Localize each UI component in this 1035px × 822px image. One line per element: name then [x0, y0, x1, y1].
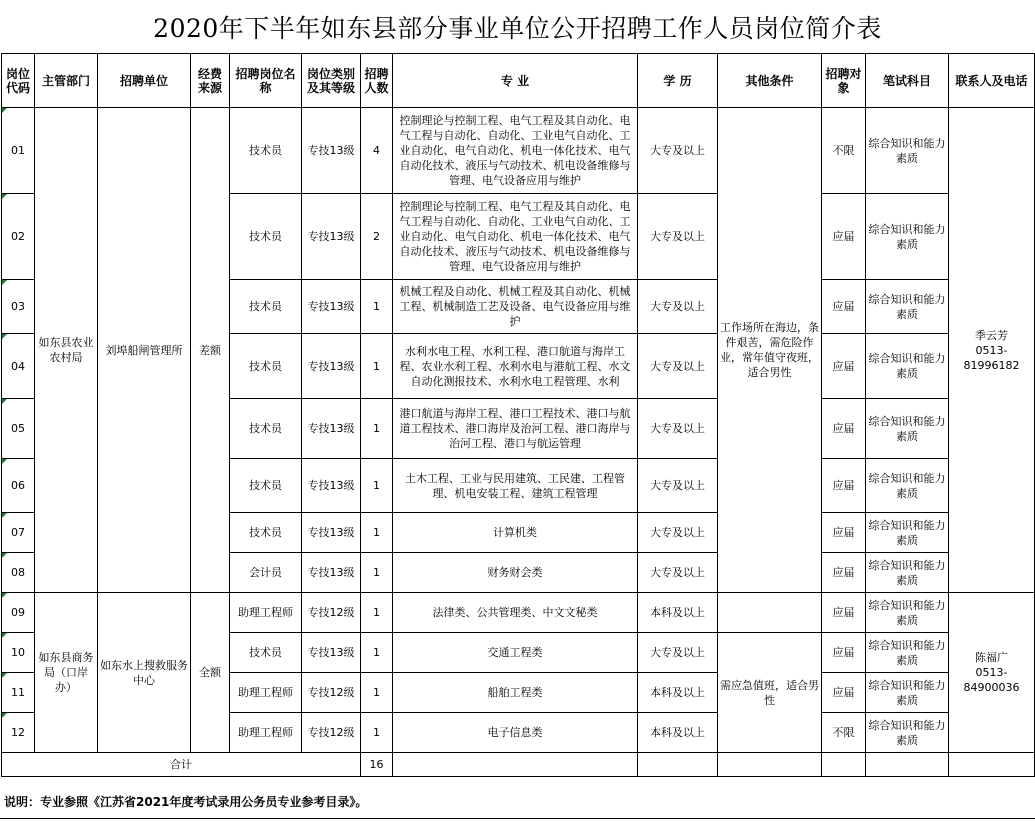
cell-target: 应届 [822, 399, 866, 459]
cell-unit: 如东水上搜救服务中心 [98, 593, 191, 753]
cell-major: 控制理论与控制工程、电气工程及其自动化、电气工程与自动化、自动化、工业电气自动化、工业自动化、电气自动化、机电一体化技术、电气自动化技术、液压与气动技术、机电设备维修与管理、电气设备应用与维护 [393, 108, 638, 194]
cell-level: 专技13级 [302, 108, 361, 194]
cell-level: 专技13级 [302, 399, 361, 459]
cell-count: 2 [361, 194, 393, 280]
footnote: 说明：专业参照《江苏省2021年度考试录用公务员专业参考目录》。 [4, 795, 368, 809]
cell-count: 1 [361, 459, 393, 513]
cell-exam: 综合知识和能力素质 [866, 108, 949, 194]
cell-post: 助理工程师 [230, 673, 302, 713]
cell-count: 4 [361, 108, 393, 194]
cell-code: 05 [2, 399, 35, 459]
cell-level: 专技13级 [302, 334, 361, 399]
cell-target: 应届 [822, 459, 866, 513]
cell-code: 10 [2, 633, 35, 673]
header-post: 招聘岗位名 称 [230, 54, 302, 108]
cell-major: 港口航道与海岸工程、港口工程技术、港口与航道工程技术、港口海岸及治河工程、港口海岸与治河工程、港口与航运管理 [393, 399, 638, 459]
cell-post: 技术员 [230, 513, 302, 553]
cell-major: 财务财会类 [393, 553, 638, 593]
cell-code: 01 [2, 108, 35, 194]
cell-code: 09 [2, 593, 35, 633]
header-major: 专 业 [393, 54, 638, 108]
cell-major: 交通工程类 [393, 633, 638, 673]
cell-contact [949, 593, 1035, 753]
total-row [2, 753, 1035, 777]
cell-exam: 综合知识和能力素质 [866, 399, 949, 459]
cell-count: 1 [361, 553, 393, 593]
cell-count: 1 [361, 713, 393, 753]
contact-phone: 0513-84900036 [963, 666, 1020, 694]
cell-exam: 综合知识和能力素质 [866, 633, 949, 673]
bottom-rule [0, 818, 1035, 819]
cell-dept: 如东县商务局（口岸办） [35, 593, 98, 753]
cell-exam: 综合知识和能力素质 [866, 334, 949, 399]
cell-target: 应届 [822, 553, 866, 593]
cell-level: 专技12级 [302, 673, 361, 713]
cell-count: 1 [361, 280, 393, 334]
cell-exam: 综合知识和能力素质 [866, 513, 949, 553]
cell-target: 不限 [822, 713, 866, 753]
cell-count: 1 [361, 399, 393, 459]
cell-funding: 差额 [191, 108, 230, 593]
total-empty [393, 753, 638, 777]
cell-target: 应届 [822, 673, 866, 713]
cell-exam: 综合知识和能力素质 [866, 593, 949, 633]
header-unit: 招聘单位 [98, 54, 191, 108]
cell-edu: 大专及以上 [638, 108, 718, 194]
header-other: 其他条件 [718, 54, 822, 108]
total-empty [718, 753, 822, 777]
cell-other-empty [718, 593, 822, 633]
cell-dept: 如东县农业农村局 [35, 108, 98, 593]
cell-major: 控制理论与控制工程、电气工程及其自动化、电气工程与自动化、自动化、工业电气自动化、工业自动化、电气自动化、机电一体化技术、电气自动化技术、液压与气动技术、机电设备维修与管理、电气设备应用与维护 [393, 194, 638, 280]
cell-target: 不限 [822, 108, 866, 194]
header-contact: 联系人及电话 [949, 54, 1035, 108]
cell-target: 应届 [822, 633, 866, 673]
cell-post: 助理工程师 [230, 593, 302, 633]
cell-code: 02 [2, 194, 35, 280]
cell-edu: 大专及以上 [638, 399, 718, 459]
total-empty [638, 753, 718, 777]
cell-exam: 综合知识和能力素质 [866, 280, 949, 334]
cell-major: 机械工程及自动化、机械工程及其自动化、机械工程、机械制造工艺及设备、电气设备应用与维护 [393, 280, 638, 334]
cell-post: 技术员 [230, 108, 302, 194]
total-label: 合计 [2, 753, 361, 777]
cell-exam: 综合知识和能力素质 [866, 459, 949, 513]
cell-post: 技术员 [230, 334, 302, 399]
cell-major: 船舶工程类 [393, 673, 638, 713]
cell-post: 技术员 [230, 194, 302, 280]
total-empty [949, 753, 1035, 777]
header-funding: 经费来源 [191, 54, 230, 108]
cell-exam: 综合知识和能力素质 [866, 713, 949, 753]
contact-name: 陈福广 [975, 651, 1008, 664]
header-target: 招聘对象 [822, 54, 866, 108]
cell-count: 1 [361, 673, 393, 713]
cell-count: 1 [361, 334, 393, 399]
cell-major: 法律类、公共管理类、中文文秘类 [393, 593, 638, 633]
cell-target: 应届 [822, 280, 866, 334]
cell-edu: 本科及以上 [638, 713, 718, 753]
cell-level: 专技13级 [302, 513, 361, 553]
cell-level: 专技13级 [302, 553, 361, 593]
cell-other-conditions: 工作场所在海边，条件艰苦，需危险作业，常年值守夜班，适合男性 [718, 108, 822, 593]
cell-edu: 大专及以上 [638, 334, 718, 399]
cell-major: 电子信息类 [393, 713, 638, 753]
cell-post: 技术员 [230, 280, 302, 334]
cell-level: 专技13级 [302, 280, 361, 334]
cell-unit: 刘埠船闸管理所 [98, 108, 191, 593]
cell-target: 应届 [822, 194, 866, 280]
cell-code: 04 [2, 334, 35, 399]
total-empty [866, 753, 949, 777]
cell-level: 专技13级 [302, 633, 361, 673]
cell-major: 计算机类 [393, 513, 638, 553]
cell-count: 1 [361, 593, 393, 633]
cell-edu: 大专及以上 [638, 280, 718, 334]
total-count: 16 [361, 753, 393, 777]
total-empty [822, 753, 866, 777]
cell-level: 专技13级 [302, 459, 361, 513]
header-edu: 学 历 [638, 54, 718, 108]
cell-count: 1 [361, 633, 393, 673]
cell-level: 专技12级 [302, 713, 361, 753]
cell-edu: 大专及以上 [638, 633, 718, 673]
cell-target: 应届 [822, 593, 866, 633]
cell-post: 技术员 [230, 459, 302, 513]
cell-level: 专技13级 [302, 194, 361, 280]
header-dept: 主管部门 [35, 54, 98, 108]
cell-code: 12 [2, 713, 35, 753]
contact-name: 季云芳 [975, 328, 1008, 342]
table-row [2, 108, 1035, 194]
cell-edu: 大专及以上 [638, 553, 718, 593]
table-row [2, 593, 1035, 633]
cell-major: 土木工程、工业与民用建筑、工民建、工程管理、机电安装工程、建筑工程管理 [393, 459, 638, 513]
header-level: 岗位类别及其等级 [302, 54, 361, 108]
cell-major: 水利水电工程、水利工程、港口航道与海岸工程、农业水利工程、水利水电与港航工程、水文自动化测报技术、水利水电工程管理、水利 [393, 334, 638, 399]
header-count: 招聘人数 [361, 54, 393, 108]
cell-contact [949, 108, 1035, 593]
header-code: 岗位代码 [2, 54, 35, 108]
cell-post: 会计员 [230, 553, 302, 593]
cell-post: 技术员 [230, 399, 302, 459]
cell-code: 06 [2, 459, 35, 513]
cell-target: 应届 [822, 513, 866, 553]
cell-code: 08 [2, 553, 35, 593]
cell-exam: 综合知识和能力素质 [866, 194, 949, 280]
positions-table [1, 53, 1035, 777]
cell-code: 03 [2, 280, 35, 334]
cell-edu: 本科及以上 [638, 673, 718, 713]
cell-code: 11 [2, 673, 35, 713]
contact-phone: 0513-81996182 [963, 343, 1020, 372]
header-exam: 笔试科目 [866, 54, 949, 108]
cell-post: 技术员 [230, 633, 302, 673]
cell-count: 1 [361, 513, 393, 553]
cell-edu: 大专及以上 [638, 194, 718, 280]
cell-exam: 综合知识和能力素质 [866, 673, 949, 713]
page-title: 2020年下半年如东县部分事业单位公开招聘工作人员岗位简介表 [153, 13, 882, 43]
cell-edu: 本科及以上 [638, 593, 718, 633]
cell-target: 应届 [822, 334, 866, 399]
cell-edu: 大专及以上 [638, 513, 718, 553]
table-header-row [2, 54, 1035, 108]
cell-code: 07 [2, 513, 35, 553]
cell-funding: 全额 [191, 593, 230, 753]
cell-level: 专技12级 [302, 593, 361, 633]
cell-post: 助理工程师 [230, 713, 302, 753]
cell-edu: 大专及以上 [638, 459, 718, 513]
cell-other-conditions: 需应急值班，适合男性 [718, 633, 822, 753]
cell-exam: 综合知识和能力素质 [866, 553, 949, 593]
